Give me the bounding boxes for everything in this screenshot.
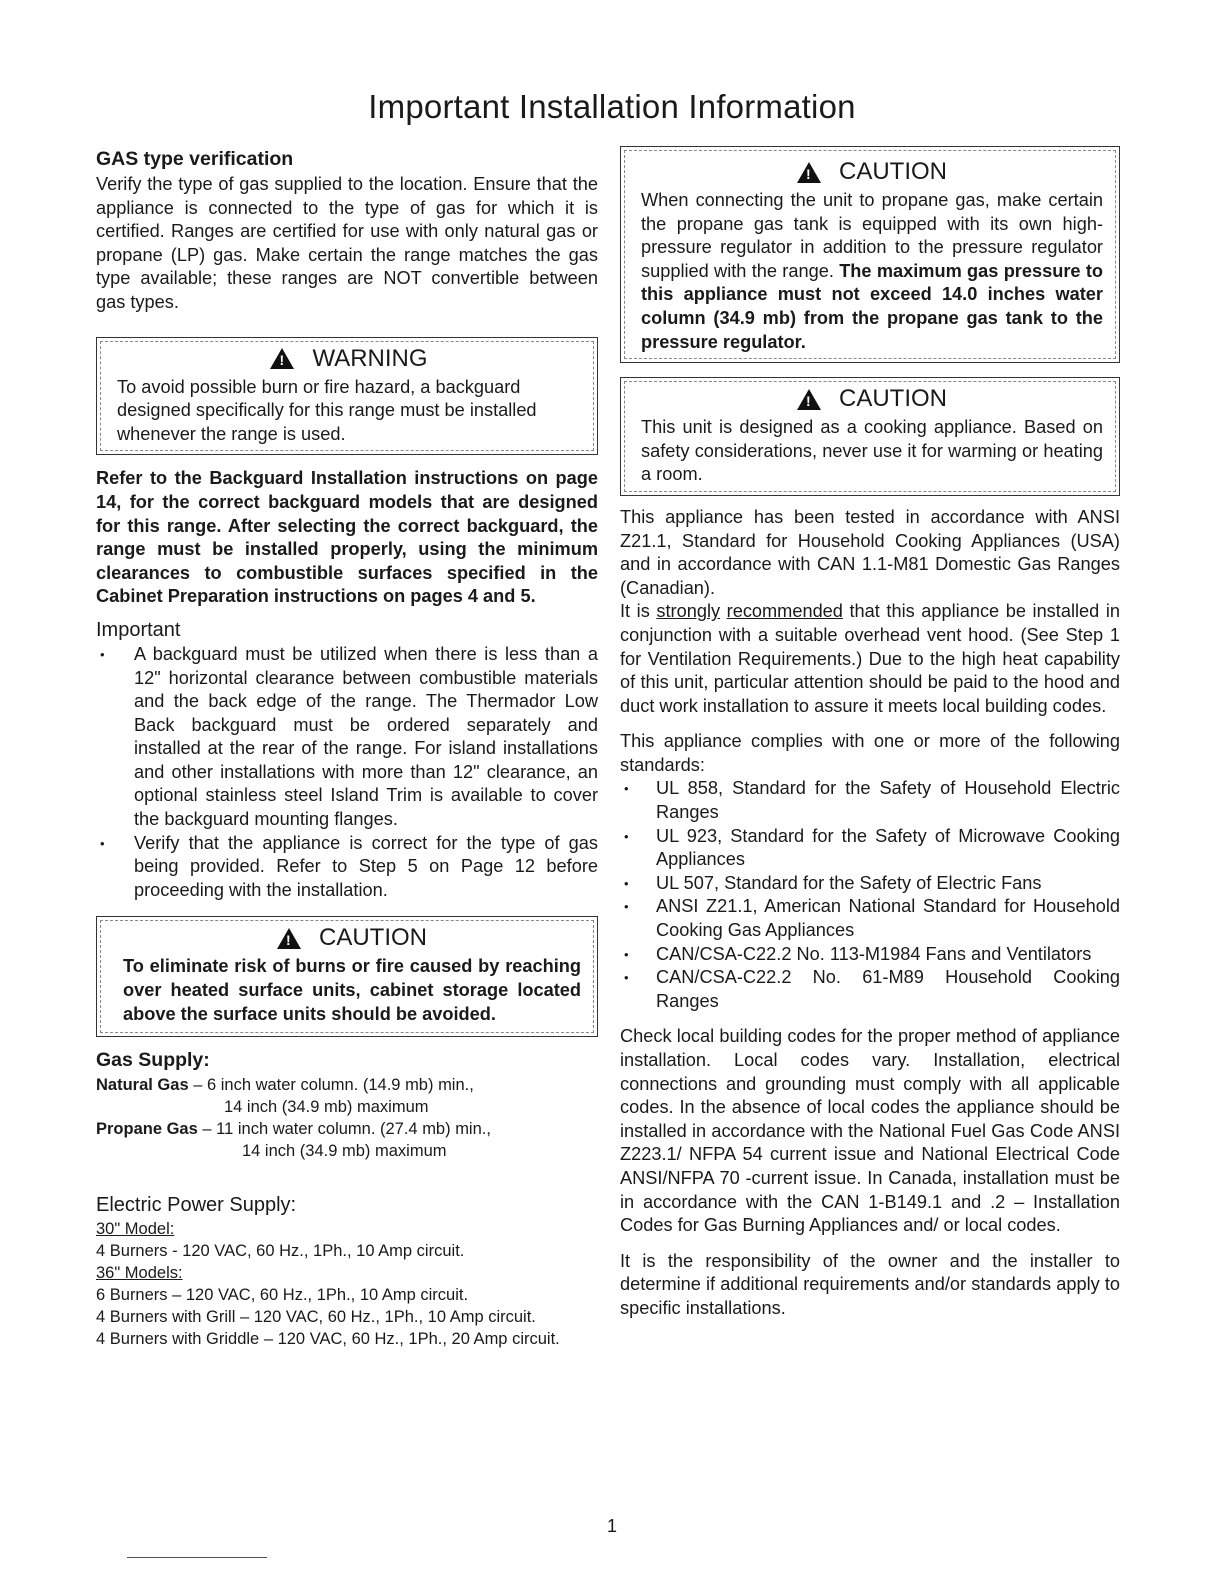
- important-list: [96, 643, 598, 903]
- caution-box-left: [96, 916, 598, 1037]
- gas-supply-heading: Gas Supply:: [96, 1049, 210, 1072]
- natural-gas-max: 14 inch (34.9 mb) maximum: [224, 1098, 429, 1117]
- right-column: [620, 146, 1120, 1321]
- caution-header: [123, 923, 581, 953]
- page-title: Important Installation Information: [368, 88, 856, 125]
- caution-body: To eliminate risk of burns or fire caused by reaching over heated surface units, cabinet storage located above the surface units should be avoided.: [123, 956, 581, 1024]
- caution-box-propane: [620, 146, 1120, 363]
- caution-propane-text: When connecting the unit to propane gas, make certain the propane gas tank is equipped with its own high-pressure regulator in addition to the pressure regulator supplied with the range.: [641, 190, 1103, 281]
- warning-icon: [270, 348, 294, 369]
- responsibility-paragraph: It is the responsibility of the owner and the installer to determine if additional requirements and/or standards apply to specific installations.: [620, 1250, 1120, 1318]
- model-36-line: 4 Burners with Grill – 120 VAC, 60 Hz., 1Ph., 10 Amp circuit.: [96, 1308, 536, 1327]
- electric-heading: Electric Power Supply:: [96, 1194, 297, 1217]
- recommend-paragraph: [620, 600, 1120, 718]
- recommend-strongly: strongly: [656, 601, 721, 622]
- list-item: • Verify that the appliance is correct for the type of gas being provided. Refer to Step 5 on Page 12 before proceeding with the installation.: [96, 832, 598, 903]
- complies-paragraph: This appliance complies with one or more of the following standards:: [620, 731, 1120, 775]
- warning-body: To avoid possible burn or fire hazard, a backguard designed specifically for this range must be installed whenever the range is used.: [117, 376, 537, 444]
- propane-gas-label: Propane Gas: [96, 1120, 198, 1139]
- gas-type-heading: GAS type verification: [96, 148, 294, 170]
- list-item: • ANSI Z21.1, American National Standard for Household Cooking Gas Appliances: [620, 895, 1120, 942]
- recommend-post: that this appliance be installed in conjunction with a suitable overhead vent hood. (See Step 1 for Ventilation Requirements.) Due to the high heat capability of this unit, particular attention should be paid to the hood and duct work installation to assure it meets local building codes.: [620, 601, 1120, 716]
- list-item: • UL 923, Standard for the Safety of Microwave Cooking Appliances: [620, 825, 1120, 872]
- caution-propane-body: [641, 189, 1103, 354]
- standards-list: [620, 777, 1120, 1013]
- propane-gas-line: [96, 1118, 598, 1140]
- list-item: • UL 858, Standard for the Safety of Household Electric Ranges: [620, 777, 1120, 824]
- backguard-note: Refer to the Backguard Installation instructions on page 14, for the correct backguard models that are designed for this range. After selecting the correct backguard, the range must be installed properly, using the minimum clearances to combustible surfaces specified in the Cabinet Preparation instructions on pages 4 and 5.: [96, 468, 598, 607]
- propane-gas-min: – 11 inch water column. (27.4 mb) min.,: [197, 1120, 491, 1139]
- warning-box: [96, 337, 598, 456]
- caution-box-heating: [620, 377, 1120, 496]
- caution-icon: [797, 389, 821, 410]
- list-item: • CAN/CSA-C22.2 No. 113-M1984 Fans and Ventilators: [620, 943, 1120, 967]
- caution-propane-bold: The maximum gas pressure to this appliance must not exceed 14.0 inches water column (34.9 mb) from the propane gas tank to the pressure regulator.: [641, 260, 1103, 352]
- natural-gas-min: – 6 inch water column. (14.9 mb) min.,: [188, 1076, 474, 1095]
- codes-paragraph: Check local building codes for the proper method of appliance installation. Local codes vary. Installation, electrical connections and grounding must comply with all applicable codes. In the absence of local codes the appliance should be installed in accordance with the National Fuel Gas Code ANSI Z223.1/ NFPA 54 current issue and National Electrical Code ANSI/NFPA 70 -current issue. In Canada, installation must be in accordance with the CAN 1-B149.1 and .2 – Installation Codes for Gas Burning Appliances and/ or local codes.: [620, 1026, 1120, 1236]
- recommend-recommended: recommended: [726, 601, 843, 622]
- caution-heading: CAUTION: [839, 385, 947, 413]
- caution-icon: [797, 162, 821, 183]
- list-item: • CAN/CSA-C22.2 No. 61-M89 Household Cooking Ranges: [620, 966, 1120, 1013]
- list-item: • UL 507, Standard for the Safety of Electric Fans: [620, 872, 1120, 896]
- footer-rule: [127, 1557, 267, 1558]
- natural-gas-label: Natural Gas: [96, 1076, 189, 1095]
- caution-header: [641, 384, 1103, 414]
- caution-icon: [277, 928, 301, 949]
- caution-heading: CAUTION: [319, 924, 427, 952]
- warning-heading: WARNING: [312, 344, 428, 372]
- propane-gas-max: 14 inch (34.9 mb) maximum: [242, 1142, 447, 1161]
- model-36-label: 36" Models:: [96, 1264, 183, 1283]
- model-30-label: 30" Model:: [96, 1220, 175, 1239]
- natural-gas-line: [96, 1074, 598, 1096]
- page-number: 1: [606, 1516, 617, 1536]
- model-30-line: 4 Burners - 120 VAC, 60 Hz., 1Ph., 10 Amp circuit.: [96, 1242, 465, 1261]
- recommend-pre: It is: [620, 601, 657, 622]
- important-heading: Important: [96, 618, 181, 641]
- caution-header: [641, 157, 1103, 187]
- list-item: • A backguard must be utilized when there is less than a 12" horizontal clearance between combustible materials and the back edge of the range. The Thermador Low Back backguard must be ordered separately and installed at the rear of the range. For island installations and other installations with more than 12" clearance, an optional stainless steel Island Trim is available to cover the backguard mounting flanges.: [96, 643, 598, 832]
- caution-heading: CAUTION: [839, 158, 947, 185]
- warning-header: [117, 344, 581, 374]
- left-column: [96, 146, 598, 1350]
- tested-paragraph: This appliance has been tested in accordance with ANSI Z21.1, Standard for Household Cooking Appliances (USA) and in accordance with CAN 1.1-M81 Domestic Gas Ranges (Canadian).: [620, 506, 1120, 598]
- gas-type-body: Verify the type of gas supplied to the location. Ensure that the appliance is connected to the type of gas for which it is certified. Ranges are certified for use with only natural gas or propane (LP) gas. Make certain the range matches the gas type available; these ranges are NOT convertible between gas types.: [96, 174, 598, 312]
- recommend-space: [720, 601, 727, 621]
- caution-heating-body: This unit is designed as a cooking appliance. Based on safety considerations, never use it for warming or heating a room.: [641, 417, 1103, 485]
- model-36-line: 6 Burners – 120 VAC, 60 Hz., 1Ph., 10 Amp circuit.: [96, 1286, 469, 1305]
- model-36-line: 4 Burners with Griddle – 120 VAC, 60 Hz., 1Ph., 20 Amp circuit.: [96, 1330, 560, 1349]
